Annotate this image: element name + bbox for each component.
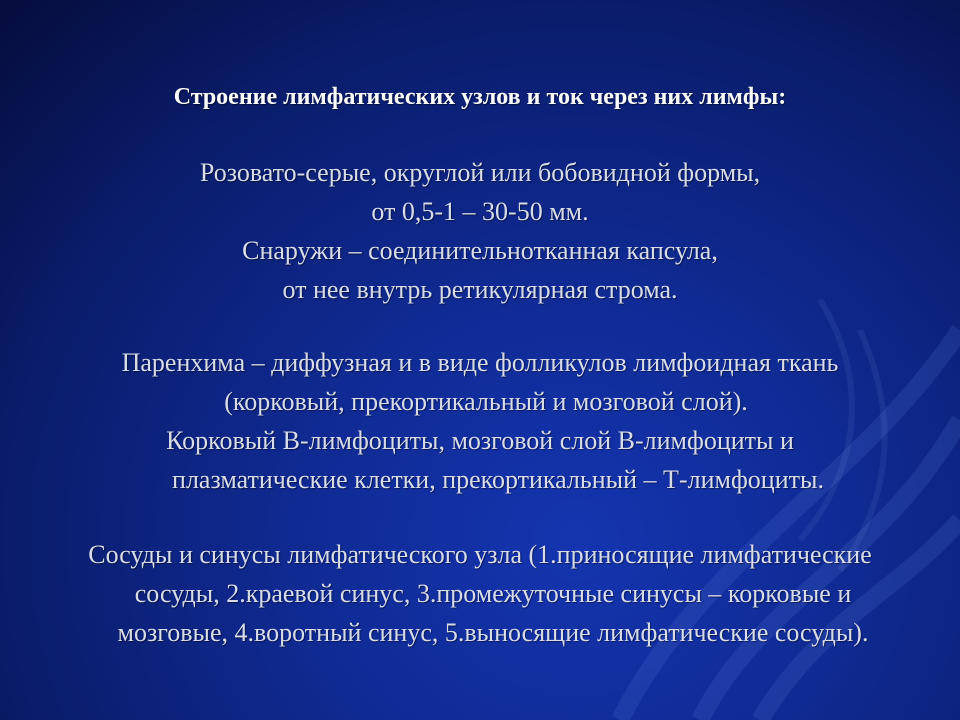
text-line: Паренхима – диффузная и в виде фолликулов лимфоидная ткань — [121, 348, 839, 377]
text-line: плазматические клетки, прекортикальный – Т-лимфоциты. — [172, 465, 824, 494]
text-line: Корковый В-лимфоциты, мозговой слой В-лимфоциты и — [166, 426, 794, 455]
text-line: Розовато-серые, округлой или бобовидной формы, — [199, 158, 761, 187]
text-line: Снаружи – соединительнотканная капсула, — [242, 236, 718, 265]
slide-title: Строение лимфатических узлов и ток через них лимфы: — [173, 84, 787, 110]
text-line: от 0,5-1 – 30-50 мм. — [371, 197, 589, 226]
text-line: от нее внутрь ретикулярная строма. — [282, 275, 678, 304]
text-line: мозговые, 4.воротный синус, 5.выносящие лимфатические сосуды). — [117, 618, 869, 647]
text-line: Сосуды и синусы лимфатического узла (1.приносящие лимфатические — [88, 540, 872, 569]
text-line: сосуды, 2.краевой синус, 3.промежуточные синусы – корковые и — [134, 579, 852, 608]
text-line: (корковый, прекортикальный и мозговой слой). — [224, 387, 748, 416]
